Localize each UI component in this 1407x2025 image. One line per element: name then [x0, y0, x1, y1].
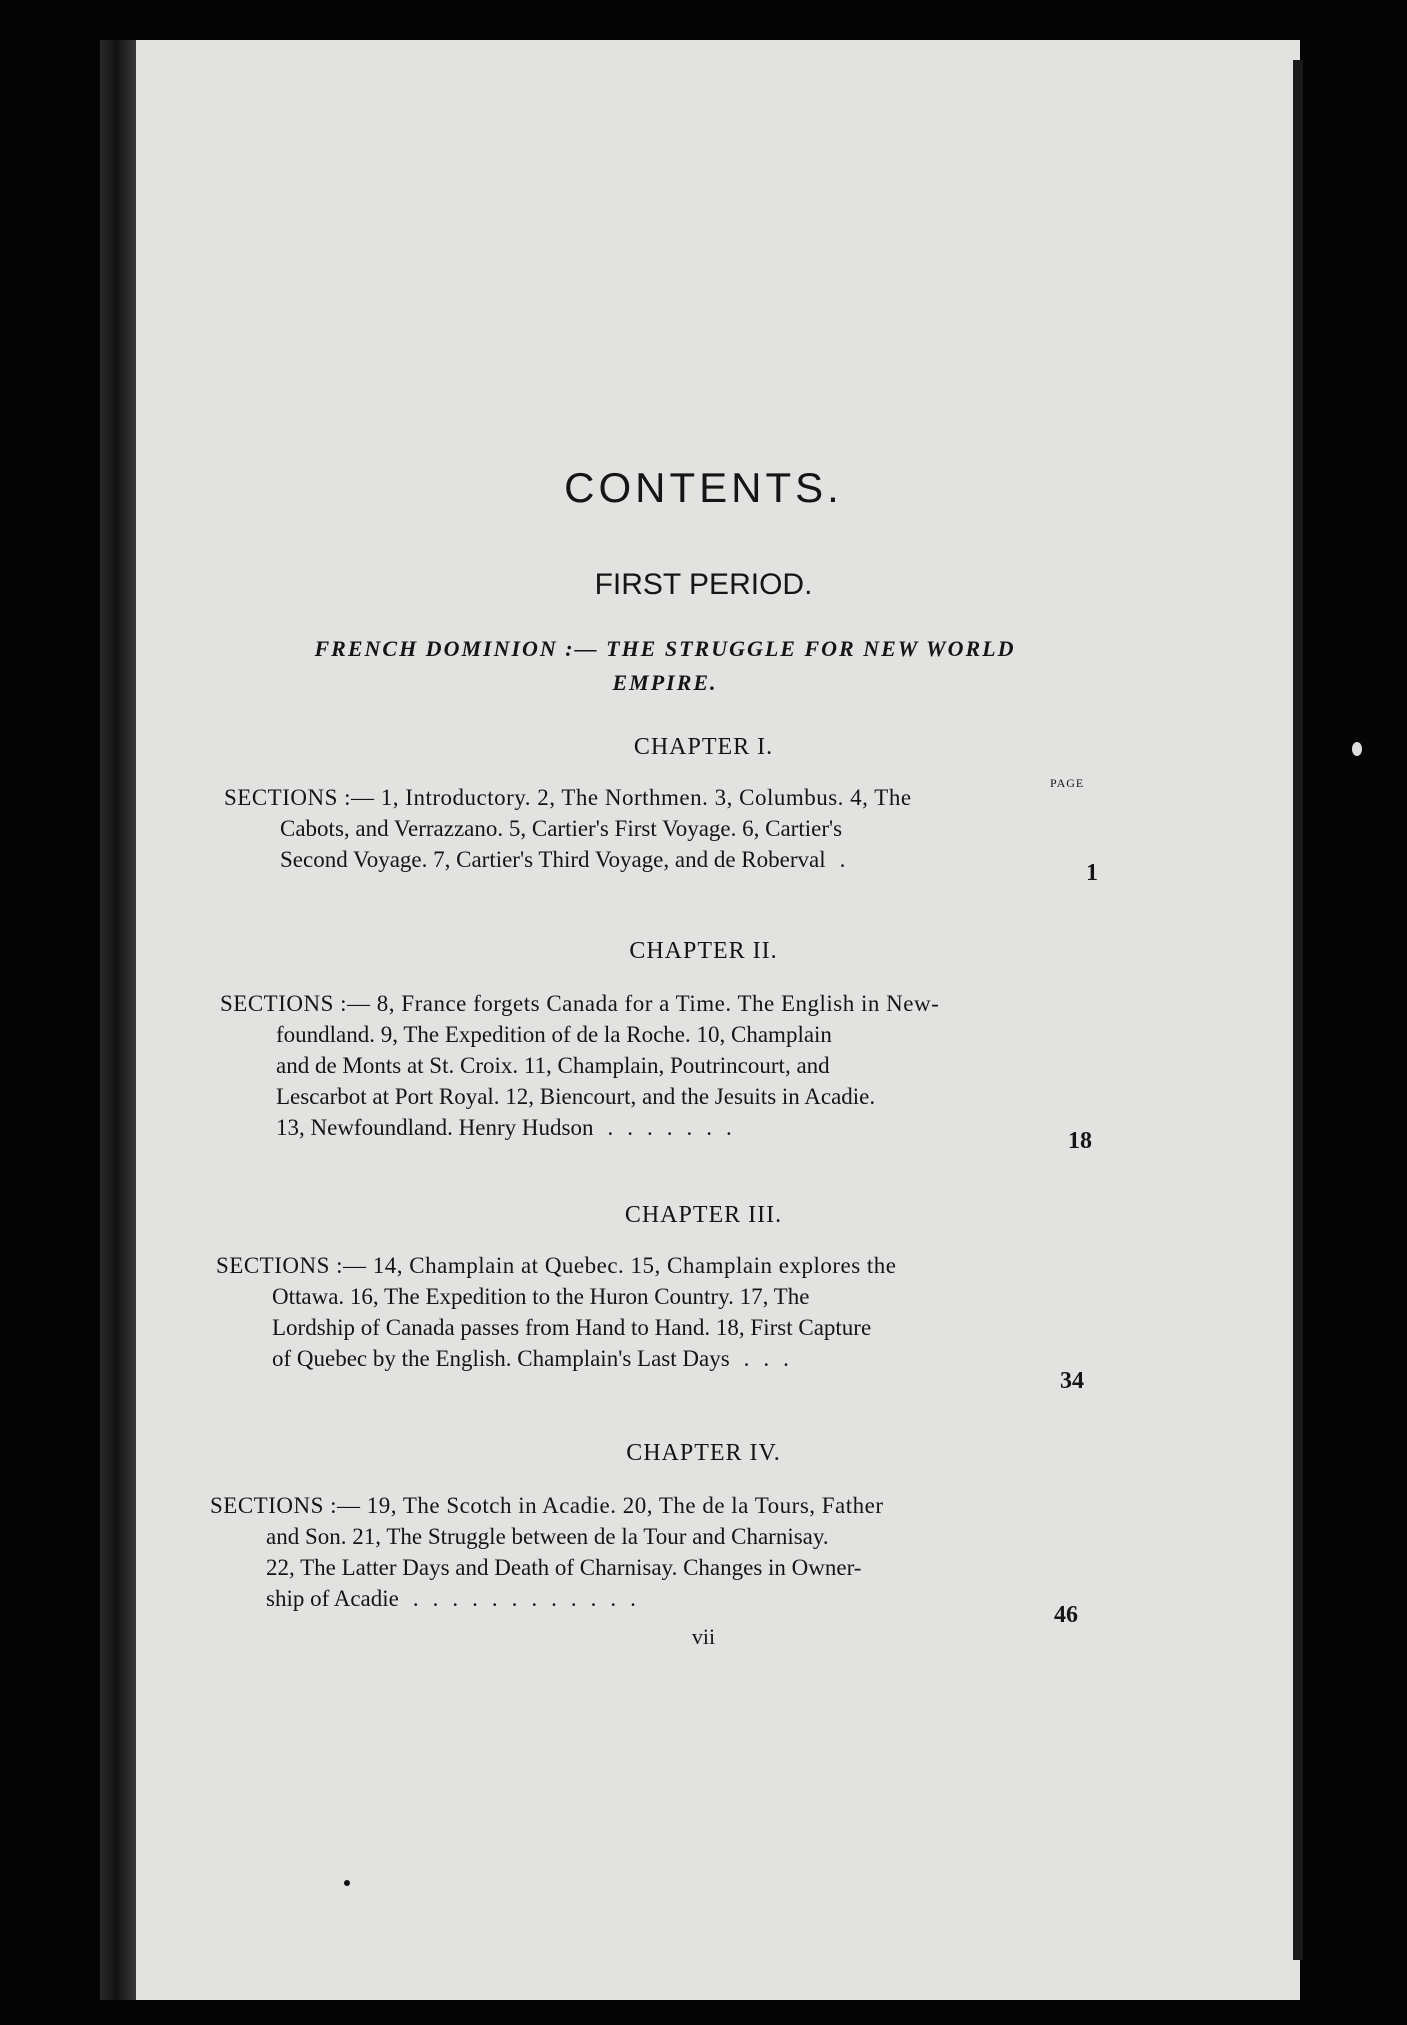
entry-line [220, 1112, 1040, 1143]
entry-line [216, 1343, 1036, 1374]
chapter-heading: CHAPTER II. [629, 938, 778, 964]
scan-speck [344, 1880, 350, 1886]
chapter-heading: CHAPTER III. [624, 1202, 783, 1228]
page-column-label: PAGE [1050, 776, 1085, 790]
entry-line: 22, The Latter Days and Death of Charnisay. Changes in Owner- [266, 1555, 862, 1580]
book-spine-shadow [100, 40, 136, 2000]
period-subtitle [250, 632, 1080, 700]
subtitle-line-1: FRENCH DOMINION :— THE STRUGGLE FOR NEW WORLD [314, 636, 1016, 661]
dot-leader: ....... [607, 1115, 746, 1140]
page-number: 46 [1054, 1602, 1078, 1628]
entry-line: SECTIONS :— 1, Introductory. 2, The Northmen. 3, Columbus. 4, The [224, 785, 912, 810]
page-edge [1293, 60, 1303, 1960]
chapter-entry [210, 1490, 1030, 1614]
entry-line: SECTIONS :— 14, Champlain at Quebec. 15, Champlain explores the [216, 1253, 897, 1278]
entry-line-text: 13, Newfoundland. Henry Hudson [276, 1115, 594, 1140]
dot-leader: ... [743, 1346, 803, 1371]
entry-line: Lordship of Canada passes from Hand to Hand. 18, First Capture [272, 1315, 872, 1340]
entry-line: and de Monts at St. Croix. 11, Champlain, Poutrincourt, and [276, 1053, 830, 1078]
entry-line-text: Second Voyage. 7, Cartier's Third Voyage, and de Roberval [280, 847, 826, 872]
chapter-heading: CHAPTER I. [633, 734, 774, 760]
dot-leader: ............ [412, 1586, 650, 1611]
chapter-entry [224, 782, 1044, 875]
period-heading: FIRST PERIOD. [594, 568, 813, 601]
entry-line: SECTIONS :— 19, The Scotch in Acadie. 20, The de la Tours, Father [210, 1493, 884, 1518]
contents-heading: CONTENTS. [564, 464, 843, 511]
entry-line [210, 1583, 1030, 1614]
entry-line-text: ship of Acadie [266, 1586, 399, 1611]
entry-line: Cabots, and Verrazzano. 5, Cartier's First Voyage. 6, Cartier's [280, 816, 843, 841]
entry-line [224, 844, 1044, 875]
entry-line: and Son. 21, The Struggle between de la Tour and Charnisay. [266, 1524, 829, 1549]
scan-speck [1352, 742, 1362, 756]
entry-line: Lescarbot at Port Royal. 12, Biencourt, and the Jesuits in Acadie. [276, 1084, 876, 1109]
page-folio: vii [691, 1624, 716, 1649]
entry-line-text: of Quebec by the English. Champlain's Last Days [272, 1346, 730, 1371]
dot-leader: . [839, 847, 860, 872]
chapter-entry [220, 988, 1040, 1143]
subtitle-line-2: EMPIRE. [612, 670, 718, 695]
page-number: 1 [1086, 860, 1098, 886]
page-number: 34 [1060, 1368, 1084, 1394]
entry-line: foundland. 9, The Expedition of de la Roche. 10, Champlain [276, 1022, 832, 1047]
entry-line: SECTIONS :— 8, France forgets Canada for a Time. The English in New- [220, 991, 940, 1016]
chapter-heading: CHAPTER IV. [626, 1440, 781, 1466]
chapter-entry [216, 1250, 1036, 1374]
page-number: 18 [1068, 1128, 1092, 1154]
entry-line: Ottawa. 16, The Expedition to the Huron Country. 17, The [272, 1284, 810, 1309]
